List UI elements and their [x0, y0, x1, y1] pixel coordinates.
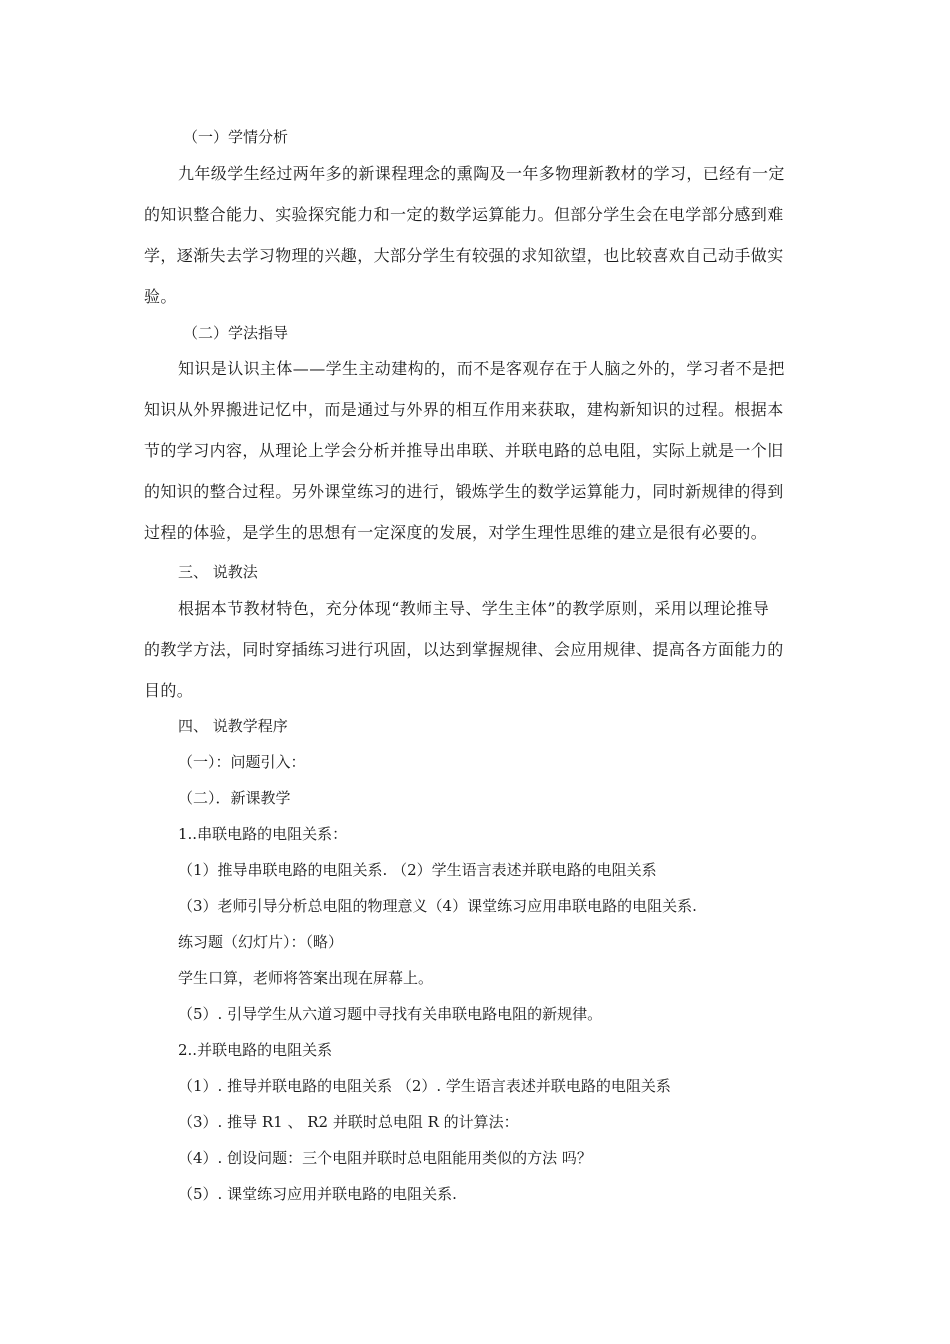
- list-item: （一）：问题引入：: [178, 753, 306, 771]
- list-item: （4）. 创设问题：三个电阻并联时总电阻能用类似的方法 吗？: [178, 1149, 592, 1167]
- paragraph-line: 根据本节教材特色，充分体现“教师主导、学生主体”的教学原则，采用以理论推导: [178, 599, 770, 618]
- list-item: 学生口算，老师将答案出现在屏幕上。: [178, 969, 434, 987]
- list-item: 1..串联电路的电阻关系：: [178, 825, 348, 843]
- list-item: （1）推导串联电路的电阻关系. （2）学生语言表述并联电路的电阻关系: [178, 861, 657, 879]
- list-item: （5）. 课堂练习应用并联电路的电阻关系.: [178, 1185, 457, 1203]
- list-item: （3）老师引导分析总电阻的物理意义（4）课堂练习应用串联电路的电阻关系.: [178, 897, 697, 915]
- paragraph-line: 的知识的整合过程。另外课堂练习的进行，锻炼学生的数学运算能力，同时新规律的得到: [144, 482, 784, 501]
- paragraph-line: 验。: [144, 287, 177, 306]
- list-item: 练习题（幻灯片）：（略）: [178, 933, 344, 951]
- section-heading-student-analysis: （一）学情分析: [183, 128, 289, 146]
- paragraph-line: 学，逐渐失去学习物理的兴趣，大部分学生有较强的求知欲望，也比较喜欢自己动手做实: [144, 246, 784, 265]
- list-item: 2..并联电路的电阻关系: [178, 1041, 333, 1059]
- paragraph-line: 过程的体验，是学生的思想有一定深度的发展，对学生理性思维的建立是很有必要的。: [144, 523, 768, 542]
- paragraph-line: 知识是认识主体——学生主动建构的，而不是客观存在于人脑之外的，学习者不是把: [178, 359, 785, 378]
- list-item: （5）. 引导学生从六道习题中寻找有关串联电路电阻的新规律。: [178, 1005, 603, 1023]
- paragraph-line: 的知识整合能力、实验探究能力和一定的数学运算能力。但部分学生会在电学部分感到难: [144, 205, 784, 224]
- section-heading-teaching-method: 三、 说教法: [178, 563, 258, 581]
- paragraph-line: 目的。: [144, 681, 194, 700]
- paragraph-line: 九年级学生经过两年多的新课程理念的熏陶及一年多物理新教材的学习，已经有一定: [178, 164, 785, 183]
- section-heading-teaching-procedure: 四、 说教学程序: [178, 717, 288, 735]
- paragraph-line: 知识从外界搬进记忆中，而是通过与外界的相互作用来获取，建构新知识的过程。根据本: [144, 400, 784, 419]
- section-heading-study-method: （二）学法指导: [183, 324, 289, 342]
- list-item: （1）. 推导并联电路的电阻关系 （2）. 学生语言表述并联电路的电阻关系: [178, 1077, 671, 1095]
- list-item: （3）. 推导 R1 、 R2 并联时总电阻 R 的计算法：: [178, 1113, 519, 1131]
- list-item: （二）．新课教学: [178, 789, 291, 807]
- paragraph-line: 的教学方法，同时穿插练习进行巩固，以达到掌握规律、会应用规律、提高各方面能力的: [144, 640, 784, 659]
- paragraph-line: 节的学习内容，从理论上学会分析并推导出串联、并联电路的总电阻，实际上就是一个旧: [144, 441, 784, 460]
